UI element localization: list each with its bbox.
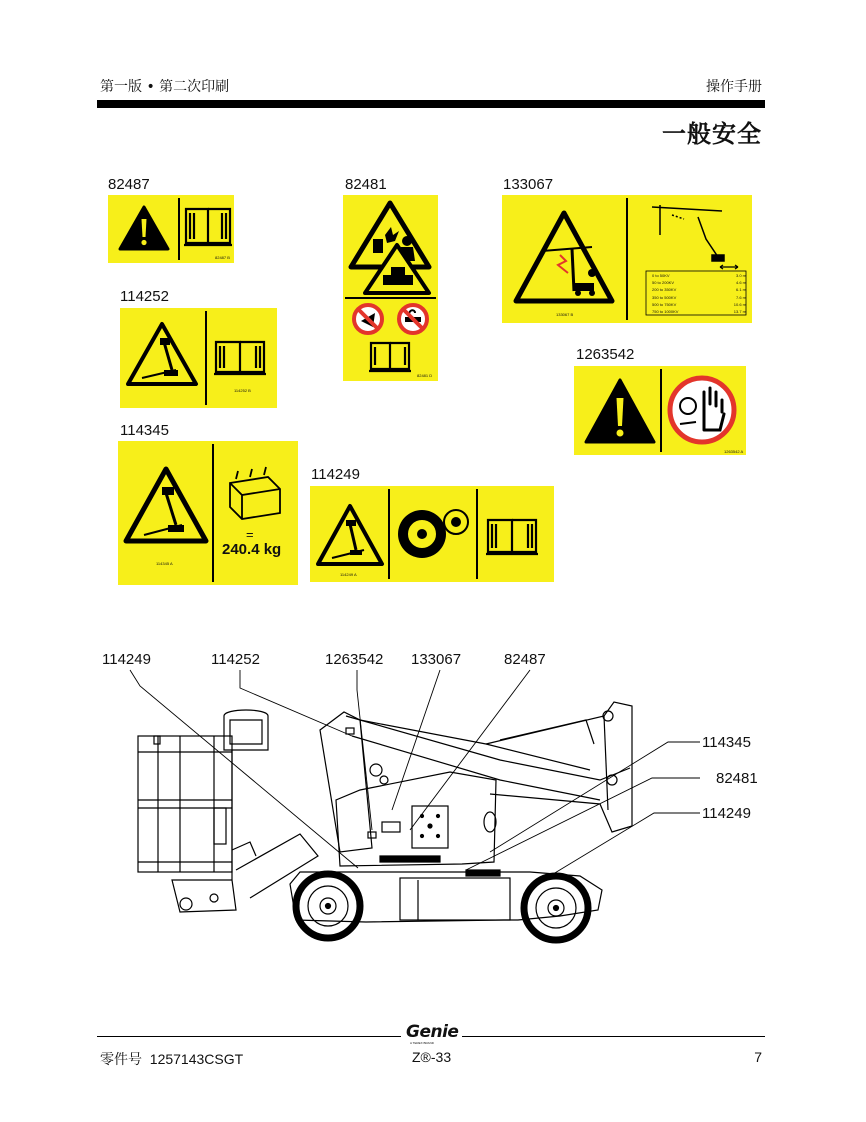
page-number: 7	[754, 1049, 762, 1065]
callout-82481: 82481	[716, 770, 758, 787]
callout-114249-right: 114249	[702, 805, 751, 822]
clearance-row: 0 to 50KV 3.0 m	[652, 273, 746, 278]
clearance-row: 200 to 350KV 6.1 m	[652, 287, 746, 293]
genie-logo: Genie	[406, 1022, 459, 1042]
rear-wheel	[524, 876, 588, 940]
page-title: 一般安全	[662, 120, 762, 148]
callout-82487: 82487	[504, 651, 546, 668]
decal-114252-label: 114252	[120, 288, 169, 305]
callout-114249-top: 114249	[102, 651, 151, 668]
decal-82481-code: 82481 D	[417, 373, 433, 378]
decal-114252-code: 114252 B	[234, 388, 251, 393]
footer-rule-right	[462, 1036, 765, 1037]
clearance-row: 50 to 200KV 4.6 m	[652, 280, 746, 286]
decal-82481-label: 82481	[345, 176, 387, 193]
decal-82487-code: 82487 B	[215, 255, 230, 260]
decal-1263542-code: 1263542 A	[724, 449, 744, 454]
secondary-boom	[486, 702, 632, 832]
part-number-label: 零件号	[100, 1051, 142, 1067]
part-number-value: 1257143CSGT	[149, 1051, 244, 1067]
decal-114345-label: 114345	[120, 422, 169, 439]
edition-label: 第一版 • 第二次印刷	[100, 79, 230, 95]
clearance-row: 750 to 1000KV 13.7 m	[652, 309, 746, 315]
callout-133067: 133067	[411, 651, 462, 668]
callout-114252: 114252	[211, 651, 260, 668]
platform-basket	[138, 710, 268, 880]
equals-sign: =	[246, 527, 254, 542]
decal-133067-code: 133067 B	[556, 312, 574, 317]
model-name: Z®-33	[412, 1049, 452, 1065]
manual-title: 操作手册	[706, 79, 762, 95]
turntable	[336, 764, 496, 866]
decal-1263542-label: 1263542	[576, 346, 635, 363]
genie-logo-sub: A TEREX BRAND	[410, 1041, 434, 1045]
decal-114345-code: 114345 A	[156, 561, 173, 566]
decal-133067-label: 133067	[503, 176, 554, 193]
decal-82487-label: 82487	[108, 176, 150, 193]
footer-rule-left	[97, 1036, 401, 1037]
callout-114345: 114345	[702, 734, 751, 751]
part-number	[100, 1049, 243, 1069]
decal-114249-code: 114249 A	[340, 572, 357, 577]
clearance-row: 500 to 750KV 10.6 m	[652, 301, 746, 307]
front-wheel	[296, 874, 360, 938]
decal-114249-label: 114249	[311, 466, 360, 483]
callout-1263542: 1263542	[325, 651, 384, 668]
clearance-row: 350 to 500KV 7.6 m	[652, 294, 746, 300]
battery-weight: 240.4 kg	[222, 541, 282, 558]
